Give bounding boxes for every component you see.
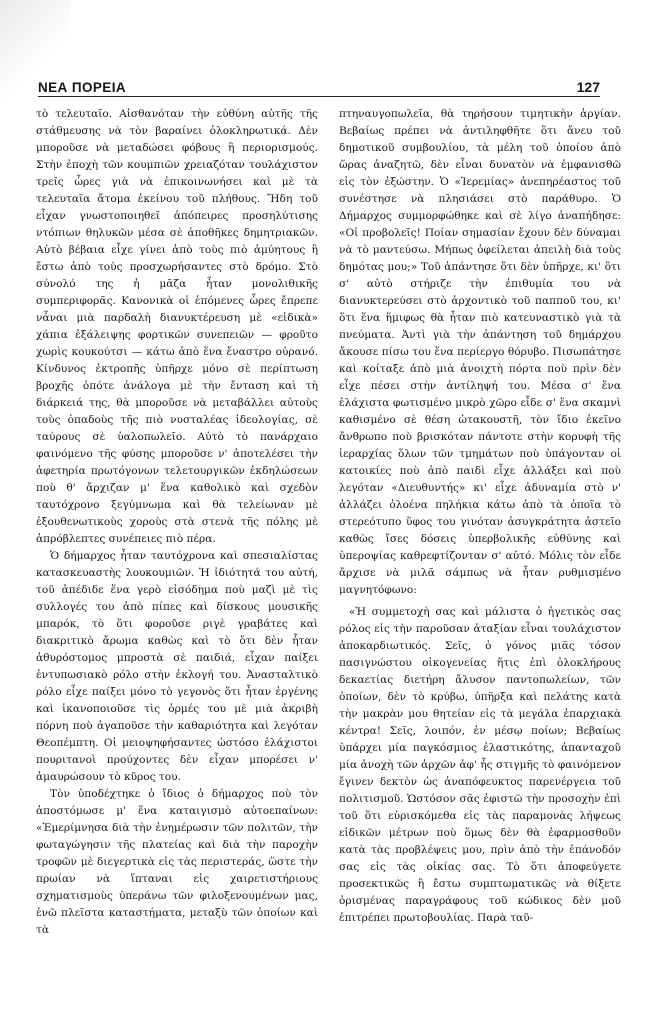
header-rule — [38, 96, 600, 97]
right-column — [339, 106, 621, 1006]
paragraph: Τὸν ὑποδέχτηκε ὁ ἴδιος ὁ δήμαρχος ποὺ τὸν ἀποστόμωσε μ' ἕνα καταιγισμὸ αὐτοεπαίνων: «Ἐμερίμνησα διὰ τὴν ἐνημέρωσιν τῶν πολιτῶν, τὴν φωταγώγησιν τῆς πλατείας καὶ διὰ τὴν παροχὴν τροφῶν μὲ διεγερτικὰ εἰς τὰς περιστεράς, ὥστε τὴν πρωίαν νὰ ἵπταναι εἰς χαιρετιστήριους σχηματισμοὺς ὑπεράνω τῶν φιλοξενουμένων μας, ἐνῶ πλεῖστα καταστήματα, μεταξὺ τῶν ὁποίων καὶ τὰ — [36, 788, 318, 936]
paragraph: τὸ τελευταῖο. Αἰσθανόταν τὴν εὐθύνη αὐτῆς τῆς στάθμευσης νὰ τὸν βαραίνει ὁλοκληρωτικά. Δὲν μποροῦσε νὰ μεταδώσει φόβους ἢ περιορισμούς. Στὴν ἐποχὴ τῶν κουμπιῶν χρειαζόταν τουλάχιστον τρεῖς ὧρες γιὰ νὰ ἐπικοινωνήσει καὶ μὲ τὰ τελευταῖα ἄτομα ἐκείνου τοῦ πλήθους. Ἤδη τοῦ εἶχαν γνωστοποιηθεῖ ἀπόπειρες προσηλύτισης ντόπιων θηλυκῶν μέσα σὲ ἀποθῆκες δημητριακῶν. Αὐτὸ βέβαια εἶχε γίνει ἀπὸ τοὺς πιὸ ἀμύητους ἢ ἔστω ἀπὸ τοὺς προσχωρήσαντες στὸ δρόμο. Στὸ σύνολό της ἡ μᾶζα ἦταν μονολιθικῆς συμπεριφορᾶς. Κανονικὰ οἱ ἑπόμενες ὧρες ἔπρεπε νἆναι μιὰ παρδαλὴ διανυκτέρευση μὲ «εἰδικὰ» χάπια ἐξάλειψης φορτικῶν συνεπειῶν — φροῦτο χωρὶς κουκούτσι — κάτω ἀπὸ ἕνα ἔναστρο οὐρανό. Κίνδυνος ἐκτροπῆς ὑπῆρχε μόνο σὲ περίπτωση βροχῆς ὁπότε ἀνάλογα μὲ τὴν ἔνταση καὶ τὴ διάρκειά της, θὰ μποροῦσε νὰ μεταβάλλει αὐτοὺς τοὺς ὀπαδοὺς τῆς πιὸ νυσταλέας ἰδεολογίας, σὲ ταύρους σὲ ὑαλοπωλεῖο. Αὐτὸ τὸ πανάρχαιο φαινόμενο τῆς φύσης μποροῦσε ν' ἀποτελέσει τὴν ἀφετηρία πρωτόγονων τελετουργικῶν ἐκδηλώσεων ποὺ θ' ἄρχιζαν μ' ἕνα καθολικὸ καὶ σχεδὸν ταυτόχρονο ξεγύμνωμα καὶ θὰ τελείωναν μὲ ἐξουθενωτικοὺς χοροὺς στὰ στενὰ τῆς πόλης μὲ ἀπρόβλεπτες συνέπειες πιὸ πέρα. — [36, 108, 318, 545]
left-column — [36, 106, 318, 1006]
paragraph: πτηναυγοπωλεῖα, θὰ τηρήσουν τιμητικὴν ἀργίαν. Βεβαίως πρέπει νὰ ἀντιληφθῆτε ὅτι ἄνευ τοῦ δημοτικοῦ συμβουλίου, τὰ μέλη τοῦ ὁποίου ἀπὸ ὥρας ἀναζητῶ, δὲν εἶναι δυνατὸν νὰ ἐμφανισθῶ εἰς τὸν ἐξώστην. Ὁ «Ἱερεμίας» ἀνεπηρέαστος τοῦ συνέστησε νὰ πλησιάσει στὸ παράθυρο. Ὁ Δήμαρχος συμμορφώθηκε καὶ σὲ λίγο ἀναπήδησε: «Οἱ προβολεῖς! Ποίαν σημασίαν ἔχουν δὲν δύναμαι νὰ τὸ μαντεύσω. Μήπως ὀφείλεται ἀπειλὴ διὰ τοὺς δημότας μου;» Τοῦ ἀπάντησε ὅτι δὲν ὑπῆρχε, κι' ὅτι σ' αὐτὸ στήριζε τὴν ἐπιθυμία του νὰ διανυκτερεύσει στὸ ἀρχοντικὸ τοῦ παπποῦ του, κι' ὅτι ἕνα ἥμιφως θὰ ἦταν πιὸ κατευναστικὸ γιὰ τὰ πνεύματα. Ἀντὶ γιὰ τὴν ἀπάντηση τοῦ δημάρχου ἄκουσε πίσω του ἕνα περίεργο θόρυβο. Πισωπάτησε καὶ κοίταξε ἀπὸ μιὰ ἀνοιχτὴ πόρτα ποὺ πρὶν δὲν εἶχε πέσει στὴν ἀντίληψή του. Μέσα σ' ἕνα ἐλάχιστα φωτισμένο μικρὸ χῶρο εἶδε σ' ἕνα σκαμνὶ καθισμένο σὲ θέση ὠτακουστῆ, τὸν ἴδιο ἐκεῖνο ἄνθρωπο ποὺ βρισκόταν πάντοτε στὴν κορυφὴ τῆς ἱεραρχίας ὅλων τῶν τμημάτων ποὺ ὑπάγονταν οἱ κατοικίες ποὺ ἀπὸ παιδὶ εἶχε ἀλλάξει καὶ ποὺ λεγόταν «Διευθυντής» κι' εἶχε ἀδυναμία στὸ ν' ἀλλάζει ὁλοένα πηλήκια κάτω ἀπὸ τὰ ὁποῖα τὸ στερεότυπο ὕφος του γινόταν ἀσυγκράτητα ἀστεῖο καθὼς ἴσες δόσεις ὑπερβολικῆς εὐθύνης καὶ ὑπεροψίας καθρεφτίζονταν σ' αὐτό. Μόλις τὸν εἶδε ἄρχισε νὰ μιλᾶ σάμπως νὰ ἦταν ρυθμισμένο μαγνητόφωνο: — [339, 108, 621, 596]
paragraph: «Ἡ συμμετοχὴ σας καὶ μάλιστα ὁ ἡγετικὸς σας ρόλος εἰς τὴν παροῦσαν ἀταξίαν εἶναι τουλάχιστον ἀποκαρδιωτικός. Σεῖς, ὁ γόνος μιᾶς τόσον πασιγνώστου οἰκογενείας ἥτις ἐπὶ ὁλοκλήρους δεκαετίας διετήρη ἄλυσον παντοπωλείων, τῶν ὁποίων, δὲν τὸ κρύβω, ὑπῆρξα καὶ πελάτης κατὰ τὴν μακρὰν μου θητείαν εἰς τὰ μεγάλα ἐπαρχιακὰ κέντρα! Σεῖς, λοιπόν, ἐν μέσῳ ποίων; Βεβαίως ὑπάρχει μία παγκόσμιος ἐλαστικότης, ἀπανταχοῦ μία ἀνοχὴ τῶν ἀρχῶν ἀφ' ἧς στιγμῆς τὸ φαινόμενον ἔγινεν δεκτὸν ὡς ἀναπόφευκτος παρενέργεια τοῦ πολιτισμοῦ. Ὡστόσον σᾶς ἐφιστῶ τὴν προσοχὴν ἐπὶ τοῦ ὅτι εὑρισκόμεθα εἰς τὰς παραμονὰς λήψεως εἰδικῶν μέτρων ποὺ ὅμως δὲν θὰ ἐφαρμοσθοῦν κατὰ τὰς προβλέψεις μου, πρὶν ἀπὸ τὴν ἐπάνοδόν σας εἰς τὰς οἰκίας σας. Τὸ ὅτι ἀποφεύγετε προσεκτικῶς ἢ ἔστω συμπτωματικῶς νὰ θίξετε ὁρισμένας παραγράφους τοῦ κώδικος δὲν μοῦ ἐπιτρέπει πρωτοβουλίας. Παρὰ ταῦ- — [339, 606, 621, 924]
running-title: ΝΕΑ ΠΟΡΕΙΑ — [38, 80, 127, 95]
paragraph: Ὁ δήμαρχος ἦταν ταυτόχρονα καὶ σπεσιαλίστας κατασκευαστὴς λουκουμιῶν. Ἡ ἰδιότητά του αὐτή, τοῦ ἀπέδιδε ἕνα γερὸ εἰσόδημα ποὺ μαζὶ μὲ τὶς συλλογές του ἀπὸ πίπες καὶ δίσκους μουσικῆς μπαρόκ, τὸ ὅτι φοροῦσε ριγὲ γραβάτες καὶ διακριτικὸ ἄρωμα καθὼς καὶ τὸ ὅτι δὲν ἦταν ἀθυρόστομος μπροστὰ σὲ παιδιά, εἶχαν παίξει ἐντυπωσιακὸ ρόλο στὴν ἐκλογή του. Ἀνασταλτικὸ ρόλο εἶχε παίξει μόνο τὸ γεγονὸς ὅτι ἦταν ἐργένης καὶ ἱκανοποιοῦσε τὶς ὁρμές του μὲ μιὰ ἀκριβὴ πόρνη ποὺ ἀγαποῦσε τὴν καθαριότητα καὶ λεγόταν Θεοπέμπτη. Οἱ μειοψηφήσαντες ὡστόσο ἐλάχιστοι πουριτανοὶ προύχοντες δὲν εἶχαν μπορέσει ν' ἀμαυρώσουν τὸ κῦρος του. — [36, 550, 318, 783]
page-header — [38, 73, 600, 95]
page-number: 127 — [576, 79, 600, 95]
